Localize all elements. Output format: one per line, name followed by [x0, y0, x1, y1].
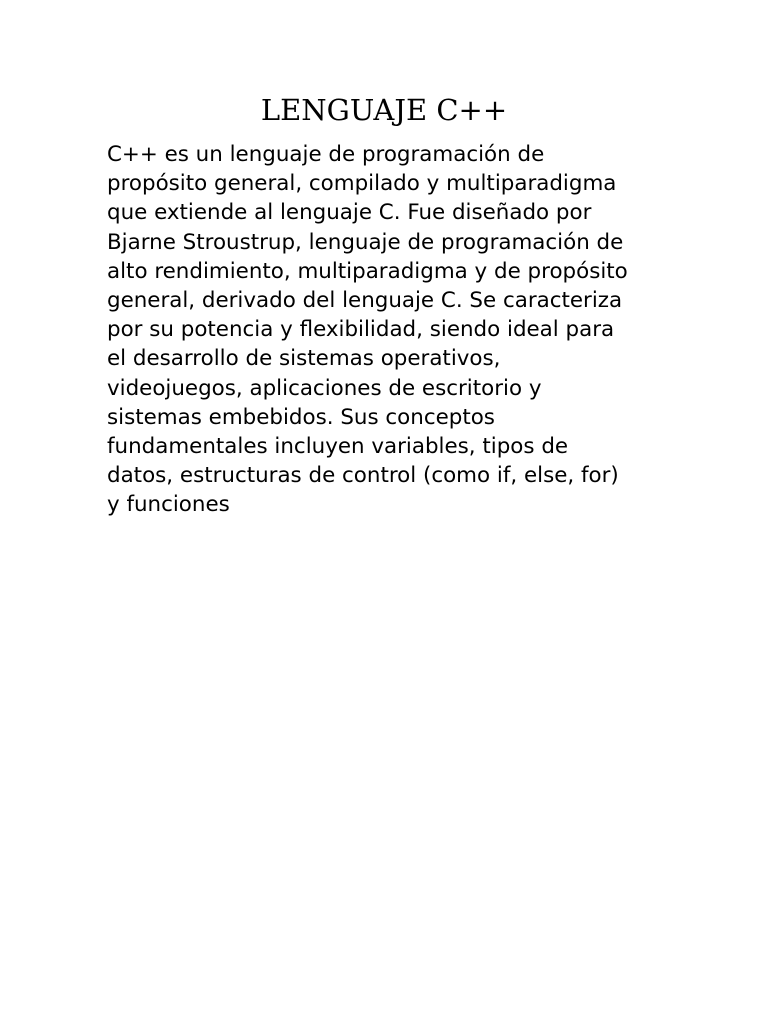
paragraph-line: Bjarne Stroustrup, lenguaje de programación de: [107, 229, 624, 255]
paragraph-line: videojuegos, aplicaciones de escritorio y: [107, 375, 542, 401]
paragraph-line: el desarrollo de sistemas operativos,: [107, 346, 501, 372]
paragraph-line: sistemas embebidos. Sus conceptos: [107, 404, 495, 430]
paragraph-line: alto rendimiento, multiparadigma y de propósito: [107, 258, 628, 284]
paragraph-line: que extiende al lenguaje C. Fue diseñado por: [107, 200, 592, 226]
document-title: LENGUAJE C++: [260, 93, 508, 127]
paragraph-line: por su potencia y flexibilidad, siendo ideal para: [107, 317, 615, 343]
paragraph-line: datos, estructuras de control (como if, else, for): [107, 463, 619, 489]
paragraph-line: y funciones: [107, 492, 230, 518]
document-paragraph: [107, 140, 672, 520]
paragraph-line: C++ es un lenguaje de programación de: [107, 142, 545, 167]
paragraph-line: general, derivado del lenguaje C. Se caracteriza: [107, 288, 623, 314]
paragraph-line: propósito general, compilado y multiparadigma: [107, 171, 617, 197]
paragraph-line: fundamentales incluyen variables, tipos de: [107, 434, 569, 460]
